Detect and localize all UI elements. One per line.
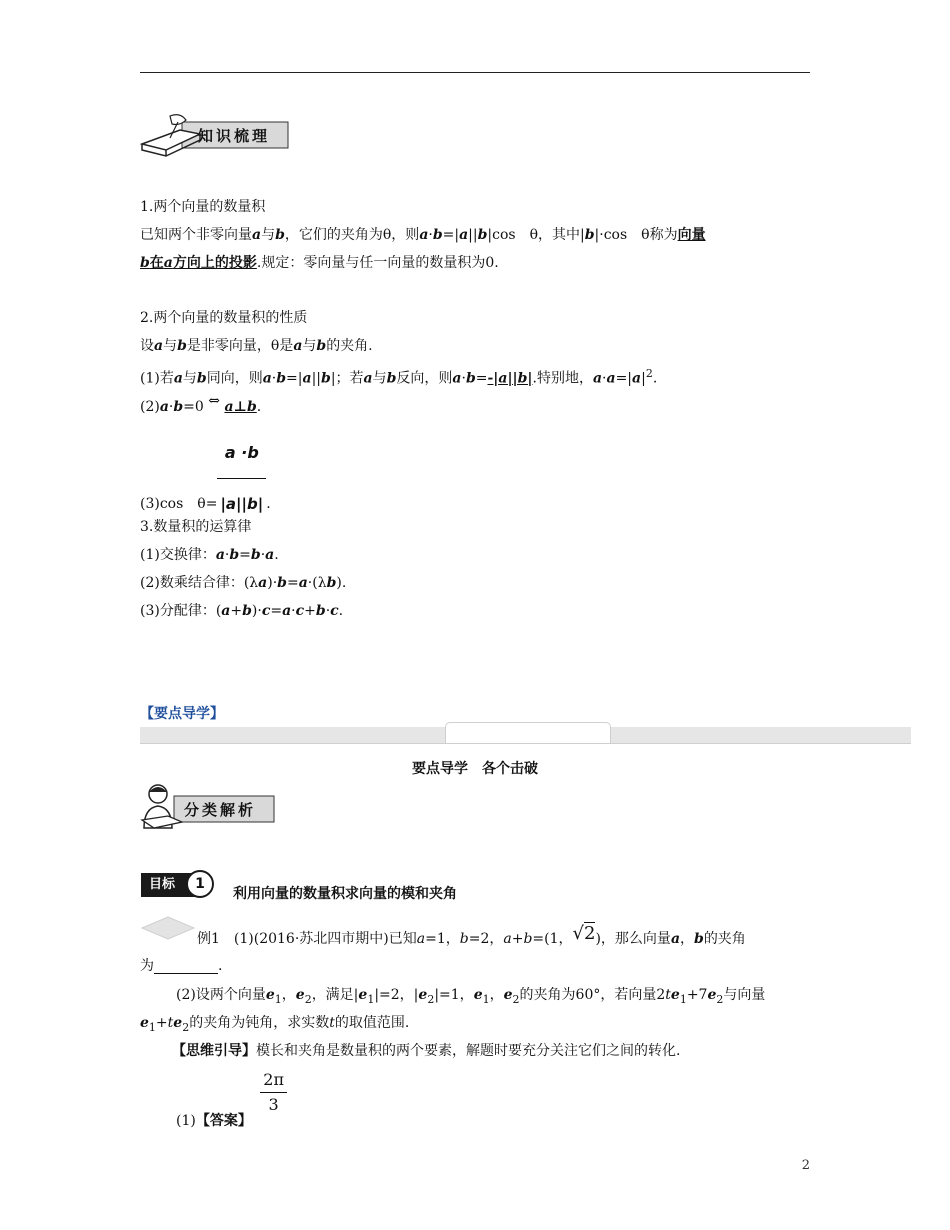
section-1-title: 1.两个向量的数量积	[140, 199, 266, 215]
section-3-rule-1: (1)交换律：a·b=b·a.	[140, 547, 279, 563]
section-2-line-1: 设a与b是非零向量，θ是a与b的夹角.	[140, 338, 373, 354]
section-3-title: 3.数量积的运算律	[140, 519, 252, 535]
key-points-center-title: 要点导学 各个击破	[412, 761, 538, 777]
knowledge-review-heading	[140, 110, 290, 158]
answer-label: 【答案】	[195, 1112, 252, 1129]
example-1-line-2: 为 .	[140, 958, 223, 974]
answer-blank[interactable]	[154, 959, 218, 974]
section-3-rule-3: (3)分配律：(a+b)·c=a·c+b·c.	[140, 603, 344, 619]
knowledge-review-label: 知识梳理	[198, 127, 271, 145]
key-points-bracket-title: 【要点导学】	[140, 706, 224, 722]
section-2-title: 2.两个向量的数量积的性质	[140, 310, 308, 326]
thinking-guide: 【思维引导】模长和夹角是数量积的两个要素，解题时要充分关注它们之间的转化.	[172, 1043, 681, 1059]
diamond-decoration-icon	[140, 916, 196, 940]
answer-fraction: $\frac{2\pi}{3}$	[260, 1068, 287, 1117]
section-2-property-2: (2)a·b=0 ⇔ a⊥b.	[140, 393, 262, 415]
category-analysis-heading	[138, 782, 278, 832]
section-banner-tab	[445, 722, 611, 743]
example-1-q2-line-2: $e_1+te_2$的夹角为钝角，求实数t的取值范围.	[140, 1015, 410, 1034]
section-2-property-1: (1)若a与b同向，则a·b=|a||b|；若a与b反向，则a·b=-|a||b|.特别地，$a\cdot a=|a|^2$.	[140, 367, 658, 387]
example-1-q2-line-1: (2)设两个向量$e_1$，$e_2$，满足$|e_1|=2$，$|e_2|=1$，$e_1$，$e_2$的夹角为60°，若向量$2te_1+7e_2$与向量	[176, 987, 766, 1006]
section-3-rule-2: (2)数乘结合律：(λa)·b=a·(λb).	[140, 575, 347, 591]
target-title: 利用向量的数量积求向量的模和夹角	[233, 886, 457, 902]
thinking-guide-label: 【思维引导】	[172, 1043, 256, 1059]
negative-abs-product: -|a||b|	[487, 370, 533, 387]
target-number-circle: 1	[186, 870, 214, 898]
section-1-line-2: b在a方向上的投影.规定：零向量与任一向量的数量积为0.	[140, 255, 499, 271]
cosine-fraction: $\frac{a \cdot b}{|a||b|}$	[217, 428, 266, 529]
example-1-line-1: 例1 (1)(2016·苏北四市期中)已知a=1，b=2，a+b=(1，√2)，那么向量a，b的夹角	[197, 923, 746, 947]
category-analysis-label: 分类解析	[184, 801, 257, 819]
sqrt-two: √2	[572, 923, 596, 944]
answer-line: (1)【答案】 $\frac{2\pi}{3}$	[176, 1068, 287, 1117]
header-rule	[140, 72, 810, 73]
perpendicular-answer: a⊥b	[224, 399, 257, 415]
target-badge: 目标	[141, 873, 199, 897]
section-2-property-3: (3)cos θ= $\frac{a \cdot b}{|a||b|}$ .	[140, 428, 271, 529]
section-1-line-1: 已知两个非零向量a与b，它们的夹角为θ，则a·b=|a||b|cos θ，其中|b|·cos θ称为向量	[140, 227, 706, 243]
page-number: 2	[801, 1158, 810, 1173]
